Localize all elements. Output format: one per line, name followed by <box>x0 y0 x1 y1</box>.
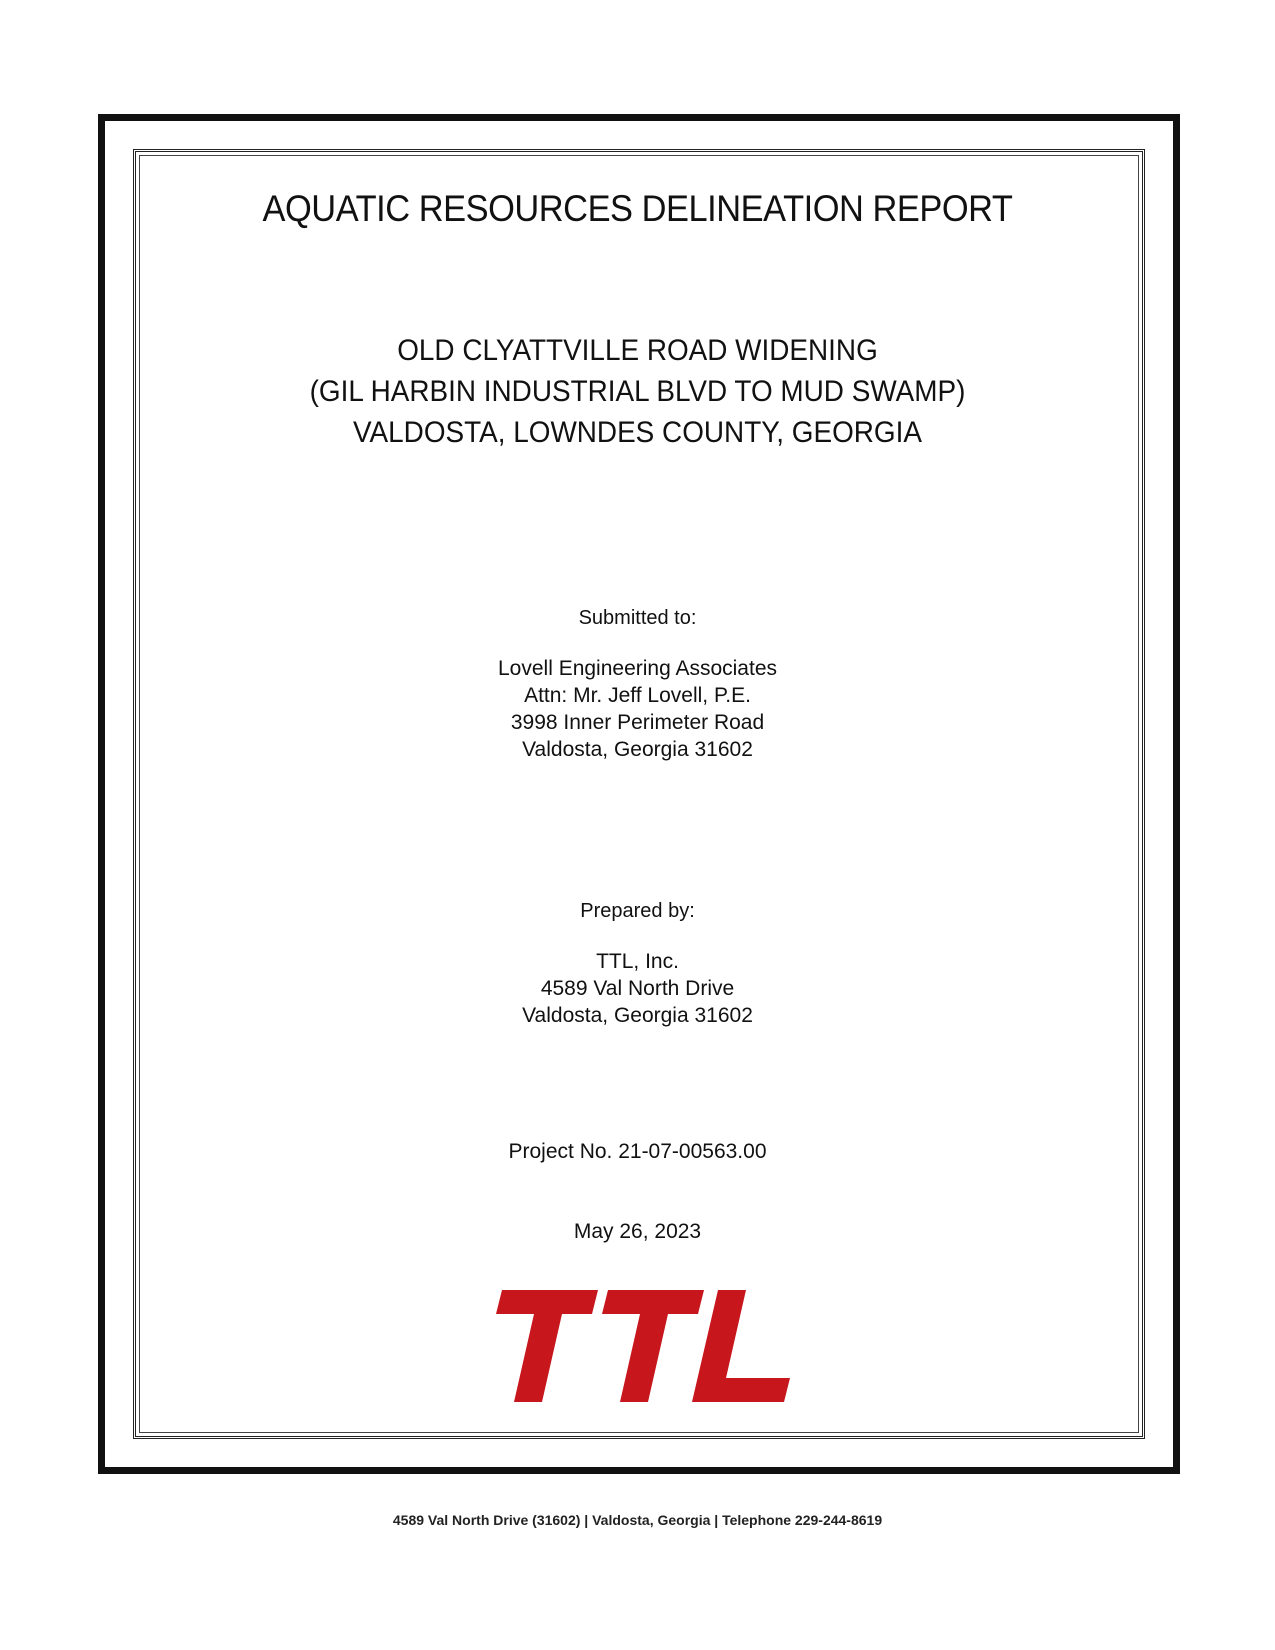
prepared-by-address <box>0 948 1275 1029</box>
preparer-city: Valdosta, Georgia 31602 <box>522 1004 753 1027</box>
submitted-to-label: Submitted to: <box>578 607 697 629</box>
project-number: Project No. 21-07-00563.00 <box>508 1140 767 1163</box>
preparer-company: TTL, Inc. <box>596 950 679 973</box>
submitted-to-address <box>0 655 1275 763</box>
recipient-attn: Attn: Mr. Jeff Lovell, P.E. <box>524 684 751 707</box>
recipient-company: Lovell Engineering Associates <box>497 657 777 680</box>
recipient-street: 3998 Inner Perimeter Road <box>510 711 765 734</box>
preparer-street: 4589 Val North Drive <box>540 977 735 1000</box>
project-name-line2: (GIL HARBIN INDUSTRIAL BLVD TO MUD SWAMP) <box>309 375 966 408</box>
recipient-city: Valdosta, Georgia 31602 <box>522 738 753 761</box>
ttl-logo <box>480 1290 800 1402</box>
project-heading <box>45 330 1231 453</box>
project-location: VALDOSTA, LOWNDES COUNTY, GEORGIA <box>353 416 922 449</box>
page-border-outer <box>98 114 1180 1474</box>
report-title: AQUATIC RESOURCES DELINEATION REPORT <box>262 188 1013 229</box>
project-name-line1: OLD CLYATTVILLE ROAD WIDENING <box>397 334 878 367</box>
report-date: May 26, 2023 <box>573 1220 702 1243</box>
prepared-by-label: Prepared by: <box>580 900 695 922</box>
page-footer: 4589 Val North Drive (31602) | Valdosta, Georgia | Telephone 229-244-8619 <box>392 1512 883 1528</box>
